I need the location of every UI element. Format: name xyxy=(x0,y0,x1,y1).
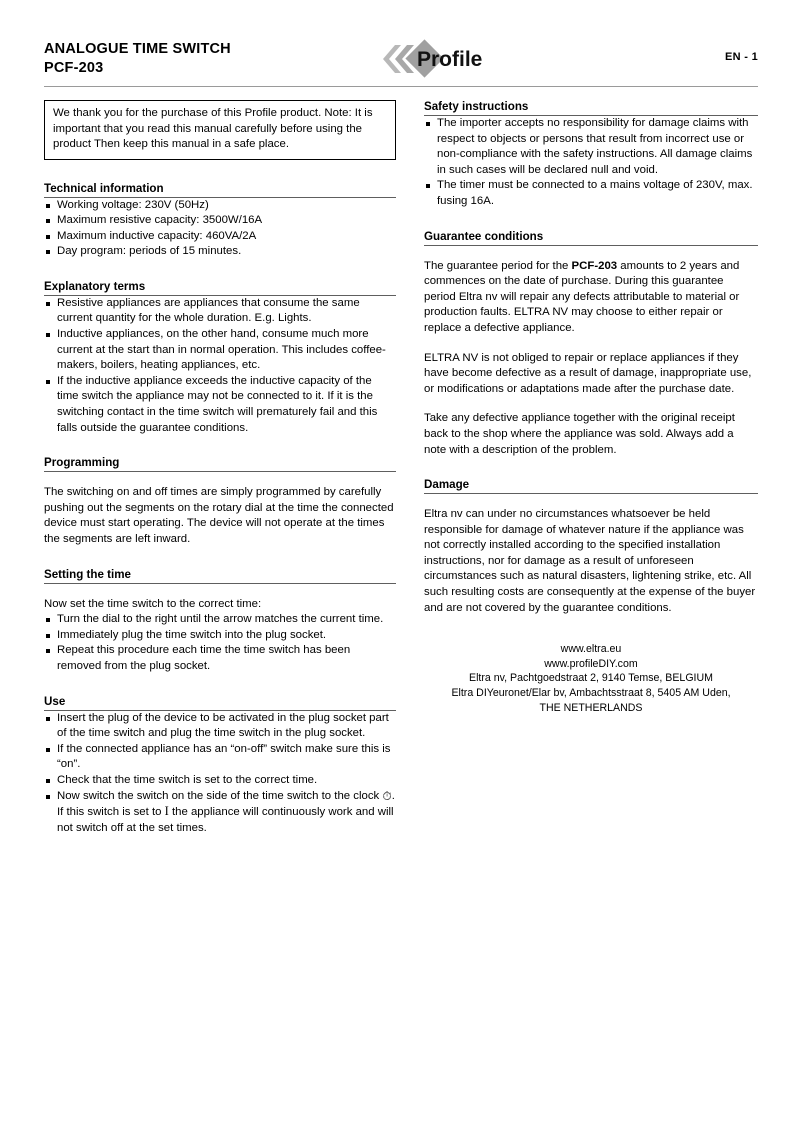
profile-logo xyxy=(373,37,493,83)
guarantee-para1-post: amounts to 2 years and commences on the date of purchase. During this guarantee period Eltra nv will repair any defects attributable to material or production faults. ELTRA NV may choose to either repair or replace a defective appliance. xyxy=(424,259,740,334)
use-clock-part2: . If this switch is set to xyxy=(57,789,395,819)
intro-notice-box xyxy=(44,100,396,160)
list-item: If the connected appliance has an “on-off” switch make sure this is “on”. xyxy=(44,742,396,773)
technical-information-list xyxy=(44,198,396,260)
document-title-block xyxy=(44,40,231,78)
address-netherlands-line1: Eltra DIYeuronet/Elar bv, Ambachtsstraat 8, 5405 AM Uden, xyxy=(451,687,731,700)
address-belgium: Eltra nv, Pachtgoedstraat 2, 9140 Temse, BELGIUM xyxy=(469,672,713,685)
list-item: Maximum resistive capacity: 3500W/16A xyxy=(44,213,396,229)
heading-use: Use xyxy=(44,695,396,711)
heading-explanatory-terms: Explanatory terms xyxy=(44,280,396,296)
list-item: The importer accepts no responsibility for damage claims with respect to objects or persons that result from incorrect use or non-compliance with the safety instructions. All damage claims in such cases will be declared null and void. xyxy=(424,116,758,178)
company-address-block xyxy=(424,642,758,715)
heading-programming: Programming xyxy=(44,456,396,472)
left-column xyxy=(44,100,396,836)
programming-paragraph: The switching on and off times are simply programmed by carefully pushing out the segments on the rotary dial at the time the connected device must start operating. The device will not operate at the times the segments are left inward. xyxy=(44,486,394,545)
list-item: Resistive appliances are appliances that consume the same current quantity for the whole duration. E.g. Lights. xyxy=(44,296,396,327)
svg-text:Profile: Profile xyxy=(417,48,483,71)
page-title: ANALOGUE TIME SWITCH xyxy=(44,41,231,57)
list-item: Day program: periods of 15 minutes. xyxy=(44,244,396,260)
heading-safety-instructions: Safety instructions xyxy=(424,100,758,116)
use-list xyxy=(44,711,396,837)
setting-the-time-list xyxy=(44,612,396,674)
page-number-label: EN - 1 xyxy=(725,51,758,63)
switch-position-symbol: I xyxy=(164,804,169,819)
list-item: Immediately plug the time switch into the plug socket. xyxy=(44,628,396,644)
model-number: PCF-203 xyxy=(44,60,104,76)
address-netherlands-line2: THE NETHERLANDS xyxy=(539,701,643,714)
guarantee-paragraph-3: Take any defective appliance together with the original receipt back to the shop where the appliance was sold. Always add a note with a description of the problem. xyxy=(424,412,735,456)
list-item: Insert the plug of the device to be activated in the plug socket part of the time switch and plug the time switch in the plug socket. xyxy=(44,711,396,742)
use-clock-part3: the appliance will continuously work and will not switch off at the set times. xyxy=(57,806,394,834)
website-profilediy: www.profileDIY.com xyxy=(544,657,638,670)
list-item: If the inductive appliance exceeds the inductive capacity of the time switch the appliance may not be connected to it. If it is the switching contact in the time switch will prematurely fail and this falls outside the guarantee conditions. xyxy=(44,374,396,436)
setting-the-time-lead: Now set the time switch to the correct time: xyxy=(44,597,262,610)
guarantee-para1-pre: The guarantee period for the xyxy=(424,259,572,272)
guarantee-paragraph-1 xyxy=(424,259,758,337)
safety-instructions-list xyxy=(424,116,758,210)
guarantee-paragraph-2: ELTRA NV is not obliged to repair or replace appliances if they have become defective as a result of damage, inappropriate use, or modifications or adaptations made after the purchase date. xyxy=(424,351,752,395)
heading-setting-the-time: Setting the time xyxy=(44,568,396,584)
heading-guarantee-conditions: Guarantee conditions xyxy=(424,230,758,246)
guarantee-model-number: PCF-203 xyxy=(571,259,618,272)
list-item: Inductive appliances, on the other hand, consume much more current at the start than in normal operation. This includes coffee-makers, boilers, heating appliances, etc. xyxy=(44,327,396,374)
list-item: Turn the dial to the right until the arrow matches the current time. xyxy=(44,612,396,628)
profile-logo-icon xyxy=(373,37,493,83)
list-item-clock xyxy=(44,789,396,837)
use-clock-part1: Now switch the switch on the side of the time switch to the clock xyxy=(57,789,383,802)
page-header xyxy=(44,40,758,82)
list-item: Check that the time switch is set to the correct time. xyxy=(44,773,396,789)
header-divider xyxy=(44,86,758,87)
intro-notice-text: We thank you for the purchase of this Profile product. Note: It is important that you read this manual carefully before using the product Then keep this manual in a safe place. xyxy=(53,107,373,150)
explanatory-terms-list xyxy=(44,296,396,436)
damage-paragraph: Eltra nv can under no circumstances whatsoever be held responsible for damage of whatever nature if the appliance was not correctly installed according to the specified installation instructions, nor for damage as a result of unforeseen circumstances such as natural disasters, lightening strike, etc. All such resulting costs are consequently at the expense of the buyer and are not covered by the guarantee conditions. xyxy=(424,508,756,614)
list-item: Working voltage: 230V (50Hz) xyxy=(44,198,396,214)
list-item: Repeat this procedure each time the time switch has been removed from the plug socket. xyxy=(44,643,396,674)
list-item: Maximum inductive capacity: 460VA/2A xyxy=(44,229,396,245)
clock-icon: ⏱ xyxy=(382,788,392,803)
list-item: The timer must be connected to a mains voltage of 230V, max. fusing 16A. xyxy=(424,178,758,209)
right-column xyxy=(424,100,758,715)
website-eltra: www.eltra.eu xyxy=(560,643,622,656)
heading-technical-information: Technical information xyxy=(44,182,396,198)
heading-damage: Damage xyxy=(424,478,758,494)
